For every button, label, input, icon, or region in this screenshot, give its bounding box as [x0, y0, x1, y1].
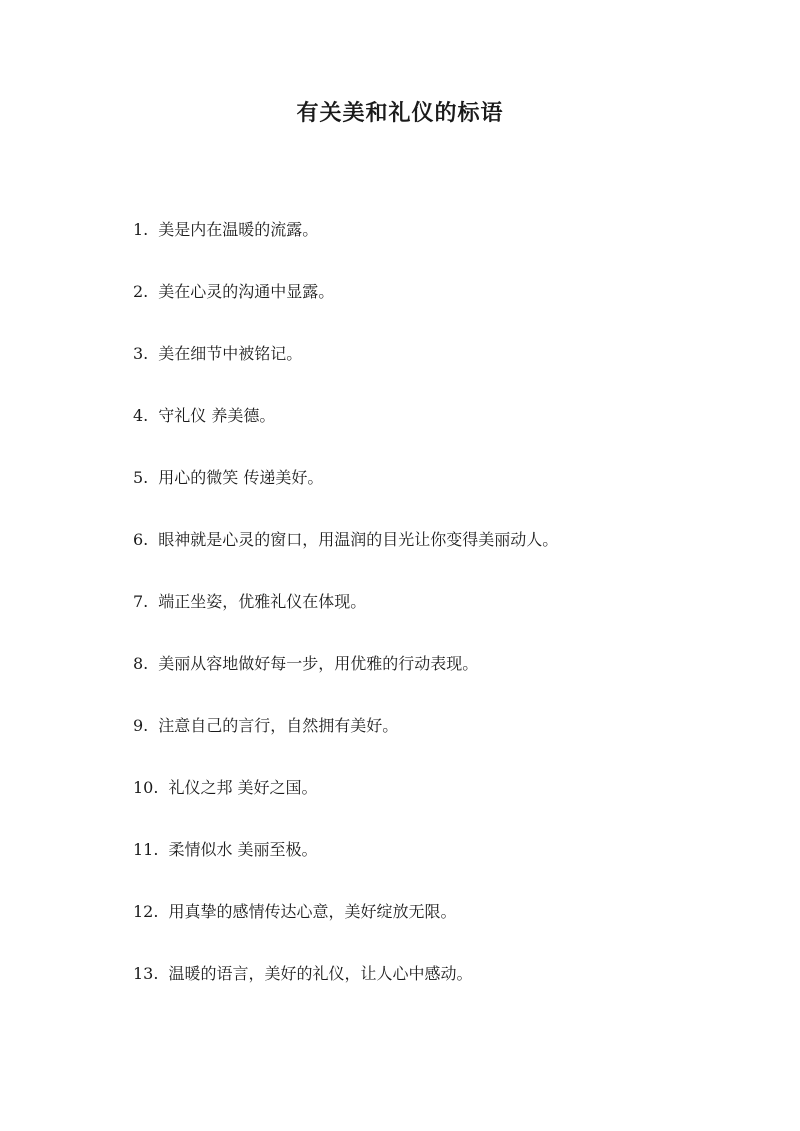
item-number: 11.	[133, 840, 159, 859]
list-item	[133, 898, 558, 960]
item-text: 守礼仪 养美德。	[158, 406, 276, 425]
item-text: 用真挚的感情传达心意，美好绽放无限。	[168, 902, 457, 921]
list-item	[133, 464, 558, 526]
item-number: 9.	[133, 716, 149, 735]
item-text: 注意自己的言行，自然拥有美好。	[158, 716, 399, 735]
item-text: 柔情似水 美丽至极。	[168, 840, 318, 859]
item-number: 1.	[133, 220, 149, 239]
item-text: 礼仪之邦 美好之国。	[168, 778, 318, 797]
item-text: 美在心灵的沟通中显露。	[158, 282, 335, 301]
item-text: 用心的微笑 传递美好。	[158, 468, 324, 487]
item-number: 8.	[133, 654, 149, 673]
list-item	[133, 774, 558, 836]
item-number: 4.	[133, 406, 149, 425]
item-number: 5.	[133, 468, 149, 487]
page-title: 有关美和礼仪的标语	[296, 100, 504, 126]
slogan-list	[133, 216, 558, 1022]
item-number: 10.	[133, 778, 159, 797]
list-item	[133, 712, 558, 774]
item-number: 6.	[133, 530, 149, 549]
item-text: 美丽从容地做好每一步，用优雅的行动表现。	[158, 654, 479, 673]
item-text: 美是内在温暖的流露。	[158, 220, 319, 239]
item-text: 眼神就是心灵的窗口，用温润的目光让你变得美丽动人。	[158, 530, 559, 549]
list-item	[133, 588, 558, 650]
list-item	[133, 960, 558, 1022]
item-number: 13.	[133, 964, 159, 983]
list-item	[133, 340, 558, 402]
item-number: 3.	[133, 344, 149, 363]
list-item	[133, 216, 558, 278]
list-item	[133, 836, 558, 898]
item-number: 7.	[133, 592, 149, 611]
list-item	[133, 278, 558, 340]
item-number: 2.	[133, 282, 149, 301]
list-item	[133, 650, 558, 712]
item-number: 12.	[133, 902, 159, 921]
item-text: 端正坐姿，优雅礼仪在体现。	[158, 592, 367, 611]
item-text: 温暖的语言，美好的礼仪，让人心中感动。	[168, 964, 473, 983]
list-item	[133, 402, 558, 464]
item-text: 美在细节中被铭记。	[158, 344, 303, 363]
list-item	[133, 526, 558, 588]
